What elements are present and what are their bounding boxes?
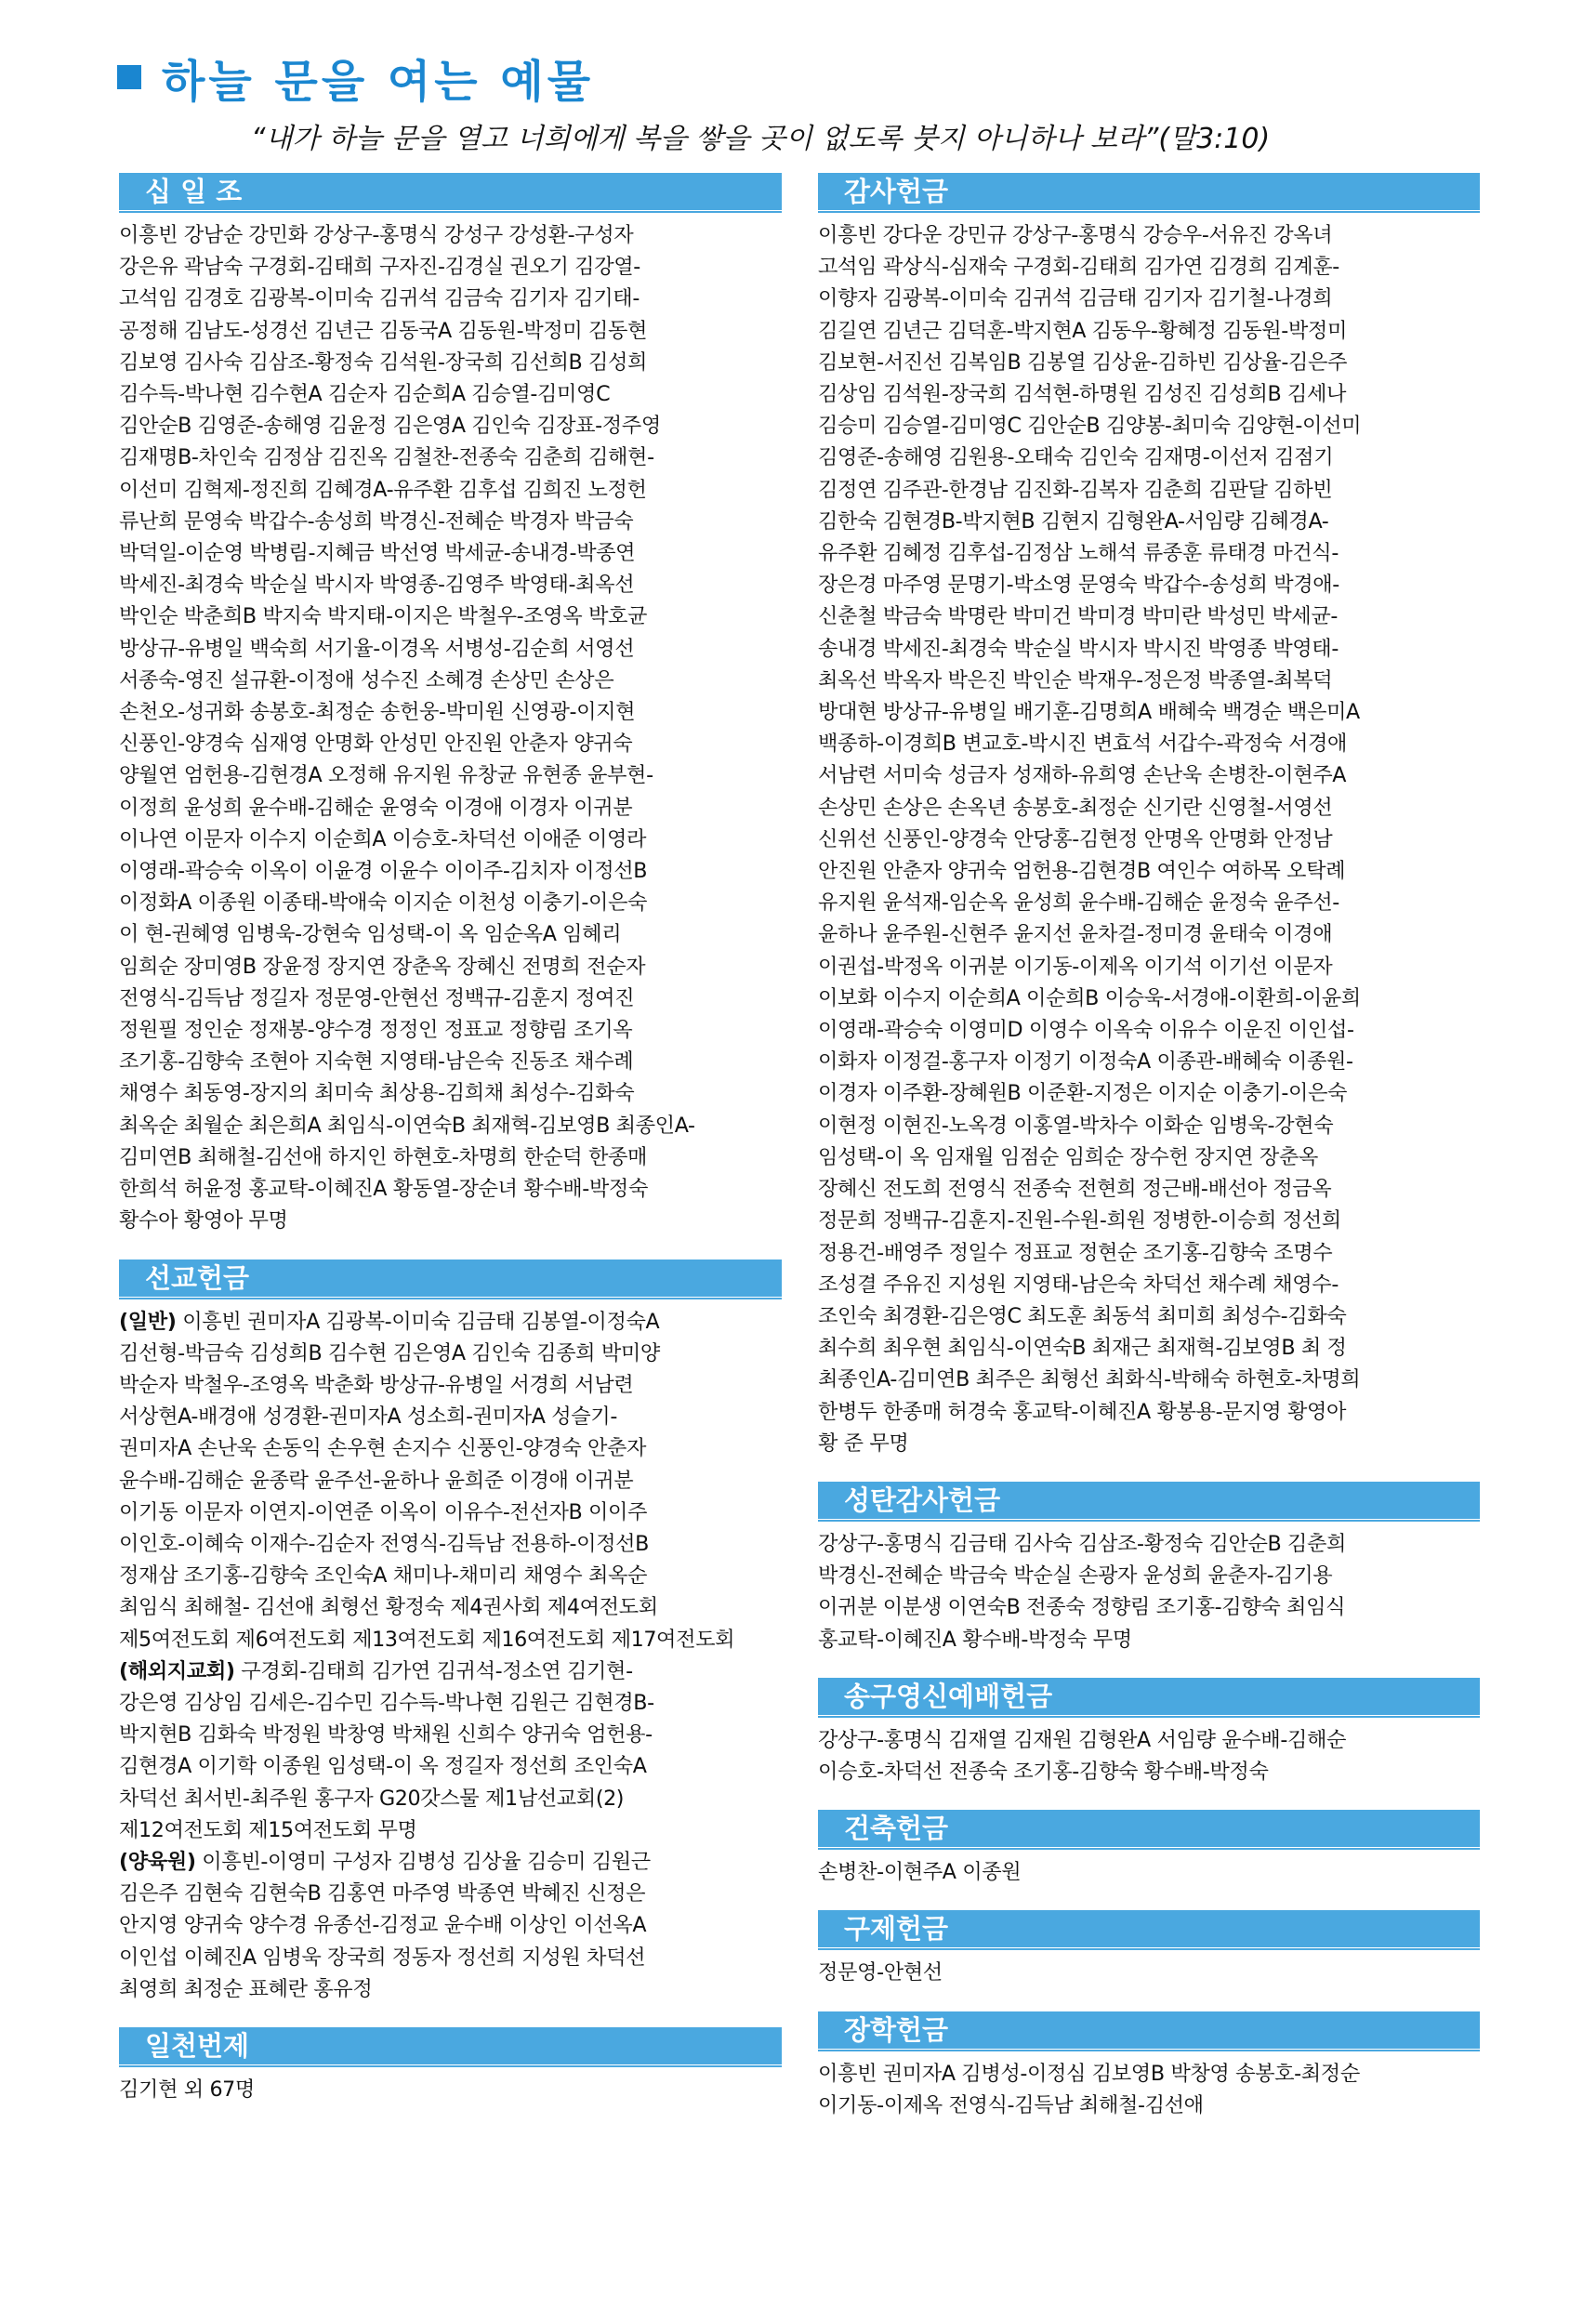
donor-line: 유지원 윤석재-임순옥 윤성희 윤수배-김해순 윤정숙 윤주선-	[818, 890, 1339, 916]
offering-section	[818, 173, 1480, 1459]
donor-list	[818, 1856, 1480, 1888]
donor-line: 박덕일-이순영 박병림-지혜금 박선영 박세균-송내경-박종연	[119, 541, 636, 566]
subcategory-label: (해외지교회)	[119, 1658, 235, 1683]
donor-line: 이정화A 이종원 이종태-박애숙 이지순 이천성 이충기-이은숙	[119, 890, 648, 916]
donor-line: 송내경 박세진-최경숙 박순실 박시자 박시진 박영종 박영태-	[818, 636, 1339, 661]
donor-line: 윤수배-김해순 윤종락 윤주선-윤하나 윤희준 이경애 이귀분	[119, 1468, 634, 1493]
donor-line: 황 준 무명	[818, 1431, 909, 1456]
donor-line: 양월연 엄헌용-김현경A 오정해 유지원 유창균 유현종 윤부현-	[119, 763, 653, 788]
donor-line	[119, 1846, 782, 1878]
donor-line: 고석임 곽상식-심재숙 구경회-김태희 김가연 김경희 김계훈-	[818, 255, 1339, 280]
donor-line: 방상규-유병일 백숙희 서기율-이경옥 서병성-김순희 서영선	[119, 636, 635, 661]
donor-line: 조인숙 최경환-김은영C 최도훈 최동석 최미희 최성수-김화숙	[818, 1303, 1347, 1328]
donor-line	[119, 1655, 782, 1687]
donor-line: 김영준-송해영 김원용-오태숙 김인숙 김재명-이선저 김점기	[818, 445, 1334, 470]
donor-line: 이경자 이주환-장혜원B 이준환-지정은 이지순 이충기-이은숙	[818, 1081, 1348, 1106]
donor-line: 이기동-이제옥 전영식-김득남 최해철-김선애	[818, 2092, 1204, 2117]
donor-line: 손천오-성귀화 송봉호-최정순 송헌웅-박미원 신영광-이지현	[119, 700, 636, 725]
donor-line: 채영수 최동영-장지의 최미숙 최상용-김희채 최성수-김화숙	[119, 1081, 635, 1106]
donor-line: 손병찬-이현주A 이종원	[818, 1860, 1022, 1885]
donor-names: 구경회-김태희 김가연 김귀석-정소연 김기현-	[234, 1658, 633, 1683]
donor-line: 박경신-전혜순 박금숙 박순실 손광자 윤성희 윤춘자-김기용	[818, 1563, 1333, 1589]
donor-line: 황수아 황영아 무명	[119, 1208, 288, 1233]
scripture-verse: “내가 하늘 문을 열고 너희에게 복을 쌓을 곳이 없도록 붓지 아니하나 보라”(말3:10)	[251, 123, 1271, 155]
donor-line: 백종하-이경희B 변교호-박시진 변효석 서갑수-곽정숙 서경애	[818, 732, 1348, 757]
donor-line: 이화자 이정걸-홍구자 이정기 이정숙A 이종관-배혜숙 이종원-	[818, 1049, 1353, 1075]
offering-section	[119, 173, 782, 1237]
donor-line: 임성택-이 옥 임재월 임점순 임희순 장수헌 장지연 장춘옥	[818, 1144, 1318, 1169]
donor-list	[818, 219, 1480, 1459]
donor-line: 한희석 허윤정 홍교탁-이혜진A 황동열-장순녀 황수배-박정숙	[119, 1177, 649, 1202]
donor-line: 이귀분 이분생 이연숙B 전종숙 정향림 조기홍-김향숙 최임식	[818, 1595, 1346, 1620]
donor-line: 이향자 김광복-이미숙 김귀석 김금태 김기자 김기철-나경희	[818, 286, 1333, 311]
donor-names: 이흥빈-이영미 구성자 김병성 김상율 김승미 김원근	[195, 1849, 651, 1874]
donor-line: 이나연 이문자 이수지 이순희A 이승호-차덕선 이애준 이영라	[119, 826, 647, 851]
donor-line: 김길연 김년근 김덕훈-박지현A 김동우-황혜정 김동원-박정미	[818, 318, 1348, 343]
donor-line: 박인순 박춘희B 박지숙 박지태-이지은 박철우-조영옥 박호균	[119, 604, 648, 629]
donor-line: 최옥순 최월순 최은희A 최임식-이연숙B 최재혁-김보영B 최종인A-	[119, 1113, 695, 1138]
donor-line: 최종인A-김미연B 최주은 최형선 최화식-박해숙 하현호-차명희	[818, 1367, 1361, 1392]
page-title	[117, 45, 594, 110]
donor-line: 신풍인-양경숙 심재영 안명화 안성민 안진원 안춘자 양귀숙	[119, 732, 633, 757]
donor-line: 박세진-최경숙 박순실 박시자 박영종-김영주 박영태-최옥선	[119, 573, 635, 598]
donor-line: 김한숙 김현경B-박지현B 김현지 김형완A-서임량 김혜경A-	[818, 508, 1329, 534]
section-heading: 감사헌금	[818, 173, 1480, 210]
donor-line: 강은유 곽남숙 구경회-김태희 구자진-김경실 권오기 김강열-	[119, 255, 640, 280]
donor-line: 최영희 최정순 표혜란 홍유정	[119, 1976, 373, 2001]
donor-line: 김수득-박나현 김수현A 김순자 김순희A 김승열-김미영C	[119, 382, 611, 407]
donor-line: 안진원 안춘자 양귀숙 엄헌용-김현경B 여인수 여하목 오탁례	[818, 859, 1346, 884]
section-heading: 일천번제	[119, 2027, 782, 2064]
donor-line: 정재삼 조기홍-김향숙 조인숙A 채미나-채미리 채영수 최옥순	[119, 1563, 648, 1589]
donor-line: 서남련 서미숙 성금자 성재하-유희영 손난욱 손병찬-이현주A	[818, 763, 1347, 788]
donor-list	[119, 1306, 782, 2005]
subcategory-label: (양육원)	[119, 1849, 196, 1874]
donor-line: 서종숙-영진 설규환-이정애 성수진 소혜경 손상민 손상은	[119, 667, 614, 692]
section-heading: 성탄감사헌금	[818, 1482, 1480, 1519]
donor-list	[818, 2058, 1480, 2121]
donor-line: 한병두 한종매 허경숙 홍교탁-이혜진A 황봉용-문지영 황영아	[818, 1399, 1347, 1424]
donor-line: 조기홍-김향숙 조현아 지숙현 지영태-남은숙 진동조 채수례	[119, 1049, 634, 1075]
donor-line: 이영래-곽승숙 이영미D 이영수 이옥숙 이유수 이운진 이인섭-	[818, 1018, 1354, 1043]
donor-names: 이흥빈 권미자A 김광복-이미숙 김금태 김봉열-이정숙A	[176, 1309, 660, 1334]
donor-line: 김미연B 최해철-김선애 하지인 하현호-차명희 한순덕 한종매	[119, 1144, 648, 1169]
section-heading: 십 일 조	[119, 173, 782, 210]
donor-line: 장은경 마주영 문명기-박소영 문영숙 박갑수-송성희 박경애-	[818, 573, 1339, 598]
donor-line: 류난희 문영숙 박갑수-송성희 박경신-전혜순 박경자 박금숙	[119, 508, 634, 534]
donor-line: 김선형-박금숙 김성희B 김수현 김은영A 김인숙 김종희 박미양	[119, 1340, 660, 1365]
donor-line: 임희순 장미영B 장윤정 장지연 장춘옥 장혜신 전명희 전순자	[119, 954, 646, 979]
donor-line	[119, 1306, 782, 1338]
donor-line: 강상구-홍명식 김재열 김재원 김형완A 서임량 윤수배-김해순	[818, 1727, 1347, 1752]
donor-line: 유주환 김혜정 김후섭-김정삼 노해석 류종훈 류태경 마건식-	[818, 541, 1339, 566]
donor-line: 제12여전도회 제15여전도회 무명	[119, 1817, 417, 1842]
donor-line: 김승미 김승열-김미영C 김안순B 김양봉-최미숙 김양현-이선미	[818, 414, 1362, 439]
donor-line: 강상구-홍명식 김금태 김사숙 김삼조-황정숙 김안순B 김춘희	[818, 1531, 1347, 1556]
donor-line: 김기현 외 67명	[119, 2077, 255, 2102]
donor-line: 최옥선 박옥자 박은진 박인순 박재우-정은정 박종열-최복덕	[818, 667, 1333, 692]
donor-line: 이인섭 이혜진A 임병욱 장국희 정동자 정선희 지성원 차덕선	[119, 1945, 646, 1970]
donor-line: 김보현-서진선 김복임B 김봉열 김상윤-김하빈 김상율-김은주	[818, 349, 1348, 375]
donor-list	[119, 2074, 782, 2105]
offering-section	[818, 1482, 1480, 1655]
donor-line: 이흥빈 강남순 강민화 강상구-홍명식 강성구 강성환-구성자	[119, 223, 634, 247]
donor-line: 박지현B 김화숙 박정원 박창영 박채원 신희수 양귀숙 엄헌용-	[119, 1722, 653, 1747]
donor-line: 김현경A 이기학 이종원 임성택-이 옥 정길자 정선희 조인숙A	[119, 1754, 647, 1779]
donor-line: 최임식 최해철- 김선애 최형선 황정숙 제4권사회 제4여전도회	[119, 1595, 658, 1620]
donor-line: 고석임 김경호 김광복-이미숙 김귀석 김금숙 김기자 김기태-	[119, 286, 640, 311]
donor-line: 공정해 김남도-성경선 김년근 김동국A 김동원-박정미 김동현	[119, 318, 648, 343]
offering-section	[818, 2011, 1480, 2121]
donor-line: 방대현 방상규-유병일 배기훈-김명희A 배혜숙 백경순 백은미A	[818, 700, 1360, 725]
section-heading: 송구영신예배헌금	[818, 1678, 1480, 1715]
donor-line: 제5여전도회 제6여전도회 제13여전도회 제16여전도회 제17여전도회	[119, 1627, 735, 1652]
donor-line: 이선미 김혁제-정진희 김혜경A-유주환 김후섭 김희진 노정헌	[119, 477, 647, 502]
donor-line: 이 현-권혜영 임병욱-강현숙 임성택-이 옥 임순옥A 임혜리	[119, 922, 622, 947]
donor-line: 정용건-배영주 정일수 정표교 정현순 조기홍-김향숙 조명수	[818, 1240, 1333, 1265]
section-heading: 구제헌금	[818, 1910, 1480, 1947]
donor-line: 서상현A-배경애 성경환-권미자A 성소희-권미자A 성슬기-	[119, 1405, 617, 1430]
section-heading: 건축헌금	[818, 1810, 1480, 1847]
donor-line: 박순자 박철우-조영옥 박춘화 방상규-유병일 서경희 서남련	[119, 1372, 634, 1397]
donor-line: 정문희 정백규-김훈지-진원-수원-희원 정병한-이승희 정선희	[818, 1208, 1341, 1233]
donor-line: 김재명B-차인숙 김정삼 김진옥 김철찬-전종숙 김춘희 김해현-	[119, 445, 654, 470]
donor-list	[119, 219, 782, 1237]
donor-line: 정원필 정인순 정재봉-양수경 정정인 정표교 정향림 조기옥	[119, 1018, 633, 1043]
donor-line: 이흥빈 강다운 강민규 강상구-홍명식 강승우-서유진 강옥녀	[818, 223, 1333, 247]
donor-line: 정문영-안현선	[818, 1960, 943, 1985]
donor-line: 이영래-곽승숙 이옥이 이윤경 이윤수 이이주-김치자 이정선B	[119, 859, 648, 884]
donor-line: 권미자A 손난욱 손동익 손우현 손지수 신풍인-양경숙 안춘자	[119, 1436, 647, 1461]
donor-line: 이인호-이혜숙 이재수-김순자 전영식-김득남 전용하-이정선B	[119, 1531, 649, 1556]
donor-line: 이권섭-박정옥 이귀분 이기동-이제옥 이기석 이기선 이문자	[818, 954, 1333, 979]
donor-list	[818, 1528, 1480, 1655]
donor-line: 이승호-차덕선 전종숙 조기홍-김향숙 황수배-박정숙	[818, 1759, 1269, 1784]
right-column	[818, 173, 1480, 2143]
donor-list	[818, 1724, 1480, 1787]
donor-line: 김은주 김현숙 김현숙B 김홍연 마주영 박종연 박혜진 신정은	[119, 1881, 646, 1906]
left-column	[119, 173, 782, 2128]
offering-section	[119, 1260, 782, 2005]
donor-line: 김안순B 김영준-송해영 김윤정 김은영A 김인숙 김장표-정주영	[119, 414, 661, 439]
donor-line: 전영식-김득남 정길자 정문영-안현선 정백규-김훈지 정여진	[119, 985, 635, 1010]
offering-section	[119, 2027, 782, 2105]
donor-line: 최수희 최우현 최임식-이연숙B 최재근 최재혁-김보영B 최 정	[818, 1336, 1347, 1361]
offering-section	[818, 1678, 1480, 1787]
donor-line: 조성결 주유진 지성원 지영태-남은숙 차덕선 채수례 채영수-	[818, 1272, 1339, 1297]
offering-section	[818, 1810, 1480, 1888]
donor-line: 윤하나 윤주원-신현주 윤지선 윤차걸-정미경 윤태숙 이경애	[818, 922, 1333, 947]
donor-line: 이정희 윤성희 윤수배-김해순 윤영숙 이경애 이경자 이귀분	[119, 795, 633, 820]
donor-line: 신위선 신풍인-양경숙 안당홍-김현정 안명옥 안명화 안정남	[818, 826, 1333, 851]
donor-line: 강은영 김상임 김세은-김수민 김수득-박나현 김원근 김현경B-	[119, 1690, 654, 1715]
section-heading: 선교헌금	[119, 1260, 782, 1297]
page-title-text: 하늘 문을 여는 예물	[162, 55, 595, 108]
donor-line: 김정연 김주관-한경남 김진화-김복자 김춘희 김판달 김하빈	[818, 477, 1333, 502]
donor-line: 장혜신 전도희 전영식 전종숙 전현희 정근배-배선아 정금옥	[818, 1177, 1332, 1202]
donor-line: 이보화 이수지 이순희A 이순희B 이승욱-서경애-이환희-이윤희	[818, 985, 1361, 1010]
donor-line: 김상임 김석원-장국희 김석현-하명원 김성진 김성희B 김세나	[818, 382, 1347, 407]
donor-line: 김보영 김사숙 김삼조-황정숙 김석원-장국희 김선희B 김성희	[119, 349, 648, 375]
donor-line: 손상민 손상은 손옥년 송봉호-최정순 신기란 신영철-서영선	[818, 795, 1333, 820]
donor-line: 안지영 양귀숙 양수경 유종선-김정교 윤수배 이상인 이선옥A	[119, 1913, 647, 1938]
donor-line: 홍교탁-이혜진A 황수배-박정숙 무명	[818, 1627, 1132, 1652]
donor-list	[818, 1957, 1480, 1988]
donor-line: 이기동 이문자 이연지-이연준 이옥이 이유수-전선자B 이이주	[119, 1499, 648, 1524]
donor-line: 신춘철 박금숙 박명란 박미건 박미경 박미란 박성민 박세균-	[818, 604, 1338, 629]
donor-line: 차덕선 최서빈-최주원 홍구자 G20갓스물 제1남선교회(2)	[119, 1786, 625, 1811]
section-heading: 장학헌금	[818, 2011, 1480, 2049]
square-bullet-icon	[117, 65, 141, 89]
donor-line: 이흥빈 권미자A 김병성-이정심 김보영B 박창영 송봉호-최정순	[818, 2061, 1360, 2086]
donor-line: 이현정 이현진-노옥경 이홍열-박차수 이화순 임병욱-강현숙	[818, 1113, 1334, 1138]
offering-section	[818, 1910, 1480, 1988]
subcategory-label: (일반)	[119, 1309, 177, 1334]
